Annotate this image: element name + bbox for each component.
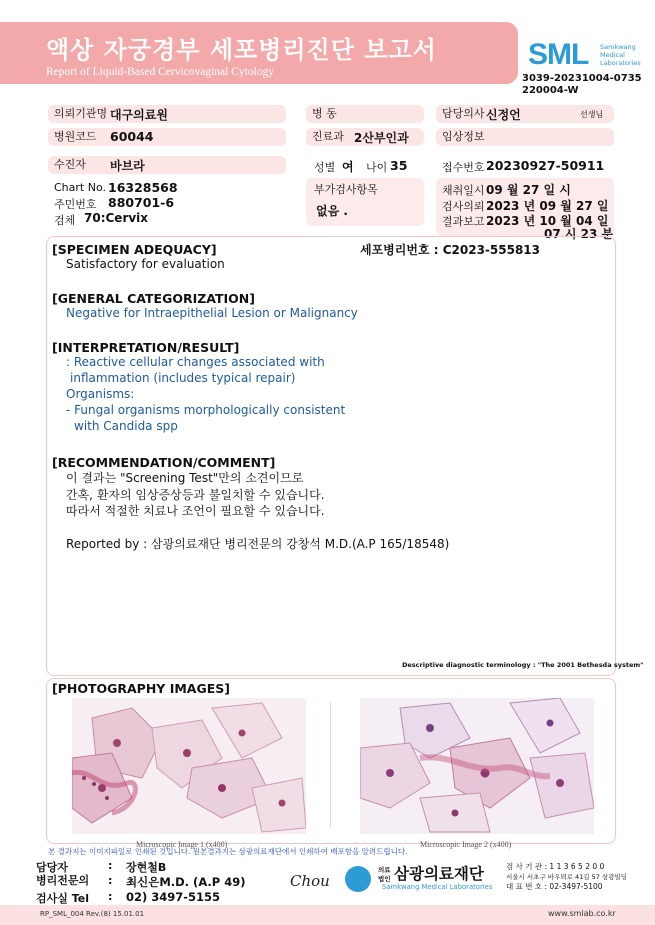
receipt-value: 20230927-50911 bbox=[486, 158, 605, 173]
org-name: 삼광의료재단 bbox=[394, 865, 484, 883]
interpretation-line: - Fungal organisms morphologically consistent bbox=[66, 403, 346, 417]
org-contact: 검 사 기 관 : 1 1 3 6 5 2 0 0 서울시 서초구 바우뫼로 41길 57 삼광빌딩 대 표 번 호 : 02-3497-5100 bbox=[506, 862, 628, 891]
interpretation-line: Organisms: bbox=[66, 387, 135, 401]
terminology-note: Descriptive diagnostic terminology : "The 2001 Bethesda system" bbox=[402, 661, 644, 669]
logo-subtext: Samkwang Medical Laboratories bbox=[600, 43, 641, 67]
photo-caption-2: Microscopic Image 2 (x400) bbox=[420, 840, 512, 849]
microscopic-image-2 bbox=[360, 698, 594, 834]
website-link[interactable]: www.smlab.co.kr bbox=[548, 909, 616, 918]
reported-by: Reported by : 삼광의료재단 병리전문의 강창석 M.D.(A.P 165/18548) bbox=[66, 537, 450, 551]
extra-tests-value: 없음 . bbox=[316, 204, 348, 218]
org-prefix: 의료 법인 bbox=[378, 866, 391, 883]
doctor-suffix: 선생님 bbox=[580, 110, 604, 119]
lab-tel-value: 02) 3497-5155 bbox=[126, 890, 221, 904]
lab-tel-label: 검사실 Tel bbox=[36, 892, 89, 905]
general-text: Negative for Intraepithelial Lesion or Malignancy bbox=[66, 306, 358, 320]
specimen-heading: [SPECIMEN ADEQUACY] bbox=[52, 242, 217, 257]
interpretation-line: : Reactive cellular changes associated with bbox=[66, 355, 325, 369]
age-value: 35 bbox=[390, 158, 408, 173]
interpretation-heading: [INTERPRETATION/RESULT] bbox=[52, 340, 240, 355]
report-code: 3039-20231004-0735 220004-W bbox=[522, 73, 642, 96]
photo-caption-1: Microscopic Image 1 (x400) bbox=[136, 840, 228, 849]
general-heading: [GENERAL CATEGORIZATION] bbox=[52, 291, 255, 306]
sml-logo: SML bbox=[528, 38, 589, 71]
staff-label: 담당자 bbox=[36, 861, 68, 874]
print-notice: 본 결과지는 이미지파일로 인쇄된 것입니다. 원본결과지는 삼광의료재단에서 인쇄하여 배포함을 알려드립니다. bbox=[48, 847, 408, 856]
staff-value: 장현철B bbox=[126, 861, 167, 874]
institution-value: 대구의료원 bbox=[110, 108, 168, 122]
receipt-label: 접수번호 bbox=[442, 161, 485, 174]
report-title: 액상 자궁경부 세포병리진단 보고서 bbox=[46, 36, 437, 64]
extra-tests-label: 부가검사항목 bbox=[314, 183, 378, 196]
collected-value: 09 월 27 일 시 bbox=[486, 183, 571, 197]
rrn-label: 주민번호 bbox=[54, 198, 97, 211]
interpretation-line: inflammation (includes typical repair) bbox=[70, 371, 296, 385]
exam-label: 검체 bbox=[54, 214, 76, 227]
pathologist-label: 병리전문의 bbox=[36, 874, 90, 887]
path-number: 세포병리번호 : C2023-555813 bbox=[360, 243, 541, 257]
reported-label: 결과보고 bbox=[442, 215, 485, 228]
recommendation-line: 따라서 적절한 치료나 조언이 필요할 수 있습니다. bbox=[66, 504, 325, 518]
doctor-value: 신정언 bbox=[486, 108, 521, 122]
patient-value: 바브라 bbox=[110, 159, 145, 173]
age-label: 나이 bbox=[366, 161, 388, 174]
microscopic-image-1 bbox=[72, 698, 306, 834]
specimen-text: Satisfactory for evaluation bbox=[66, 257, 225, 271]
chart-label: Chart No. bbox=[54, 181, 106, 194]
photo-heading: [PHOTOGRAPHY IMAGES] bbox=[52, 681, 230, 696]
doctor-row: 담당의사 bbox=[436, 105, 614, 123]
recommendation-line: 간혹, 환자의 임상증상등과 불일치할 수 있습니다. bbox=[66, 488, 325, 502]
colon: : bbox=[108, 859, 113, 872]
collected-label: 채취일시 bbox=[442, 184, 485, 197]
institution-row: 의뢰기관명 bbox=[48, 105, 286, 123]
sex-value: 여 bbox=[342, 160, 354, 174]
report-subtitle: Report of Liquid-Based Cervicovaginal Cytology bbox=[46, 66, 275, 78]
interpretation-line: with Candida spp bbox=[74, 419, 178, 433]
recommendation-heading: [RECOMMENDATION/COMMENT] bbox=[52, 455, 276, 470]
patient-row: 수진자 bbox=[48, 156, 286, 174]
form-code: RP_SML_004 Rev.(8) 15.01.01 bbox=[40, 910, 145, 918]
exam-value: 70:Cervix bbox=[84, 211, 149, 225]
colon: : bbox=[108, 890, 113, 903]
requested-value: 2023 년 09 월 27 일 bbox=[486, 199, 609, 213]
hospital-code-row: 병원코드 bbox=[48, 128, 286, 146]
reported-time: 07 시 23 분 bbox=[544, 227, 614, 241]
recommendation-line: 이 결과는 "Screening Test"만의 소견이므로 bbox=[66, 471, 304, 485]
org-english: Samkwang Medical Laboratories bbox=[382, 883, 493, 891]
dept-row: 진료과 bbox=[306, 128, 424, 146]
clinical-info-label: 임상정보 bbox=[436, 128, 614, 146]
ward-label: 병 동 bbox=[306, 105, 424, 123]
hospital-code-value: 60044 bbox=[110, 129, 154, 144]
dept-value: 2산부인과 bbox=[354, 131, 409, 145]
photo-divider bbox=[330, 702, 331, 828]
org-logo-icon bbox=[345, 866, 371, 892]
requested-label: 검사의뢰 bbox=[442, 200, 485, 213]
chart-value: 16328568 bbox=[108, 180, 178, 195]
reported-value: 2023 년 10 월 04 일 bbox=[486, 214, 609, 228]
pathologist-value: 최신은M.D. (A.P 49) bbox=[126, 875, 246, 889]
colon: : bbox=[108, 874, 113, 887]
sex-label: 성별 bbox=[314, 161, 336, 174]
signature: Chou bbox=[290, 872, 330, 890]
rrn-value: 880701-6 bbox=[108, 195, 175, 210]
